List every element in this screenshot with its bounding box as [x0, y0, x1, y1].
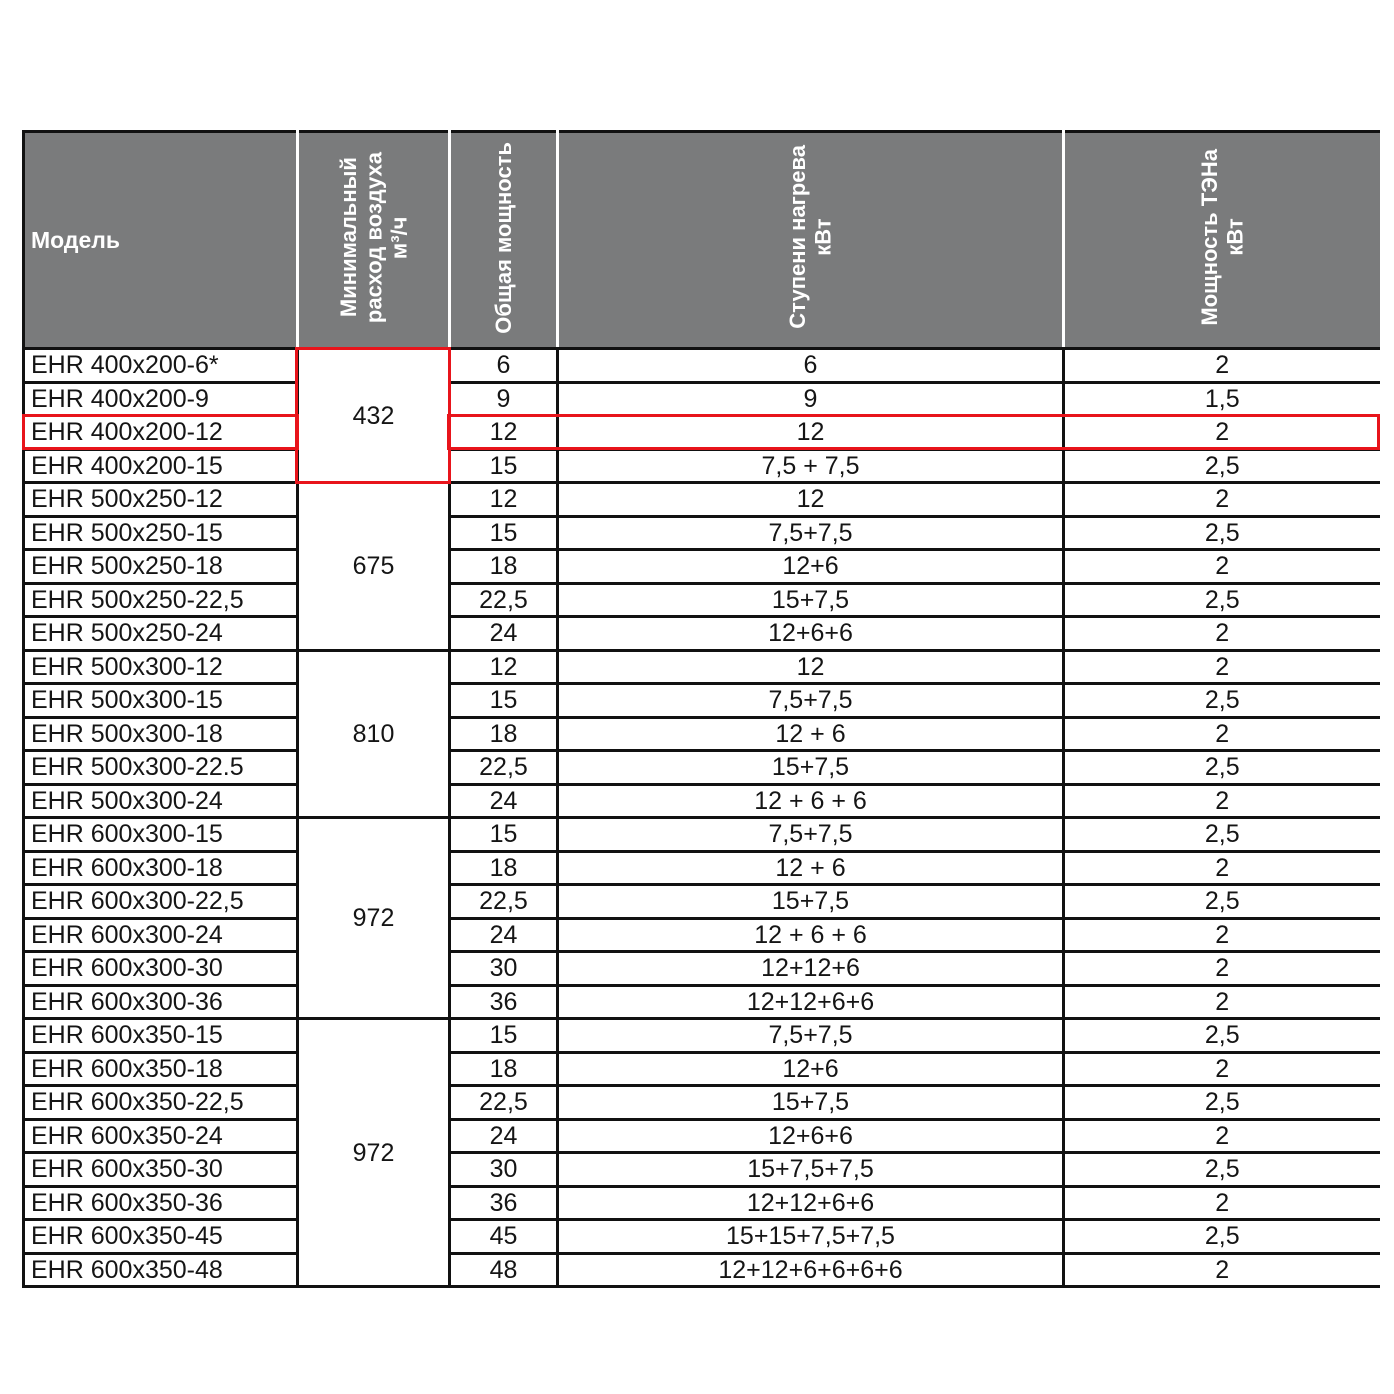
table-row — [24, 1253, 1380, 1287]
header-heating-stages-unit: кВт — [810, 218, 836, 257]
cell-model: EHR 600x300-15 — [24, 818, 298, 852]
cell-heater-power: 2 — [1064, 550, 1380, 584]
table-row — [24, 751, 1380, 785]
cell-heating-stages: 12 — [558, 416, 1064, 450]
cell-heater-power: 2,5 — [1064, 516, 1380, 550]
cell-heating-stages: 7,5+7,5 — [558, 818, 1064, 852]
cell-min-airflow: 972 — [298, 1019, 450, 1287]
cell-model: EHR 500x300-12 — [24, 650, 298, 684]
cell-model: EHR 600x300-36 — [24, 985, 298, 1019]
header-min-airflow — [298, 132, 450, 349]
cell-total-power: 24 — [450, 617, 558, 651]
cell-model: EHR 500x250-12 — [24, 483, 298, 517]
cell-heating-stages: 15+7,5+7,5 — [558, 1153, 1064, 1187]
cell-heater-power: 2 — [1064, 650, 1380, 684]
cell-heating-stages: 12+12+6+6+6+6 — [558, 1253, 1064, 1287]
cell-heating-stages: 7,5+7,5 — [558, 516, 1064, 550]
table-row — [24, 985, 1380, 1019]
header-model-label: Модель — [31, 226, 121, 253]
cell-min-airflow: 972 — [298, 818, 450, 1019]
table-row — [24, 1052, 1380, 1086]
cell-heater-power: 2,5 — [1064, 1086, 1380, 1120]
cell-heating-stages: 12+12+6+6 — [558, 1186, 1064, 1220]
cell-heating-stages: 12 + 6 — [558, 851, 1064, 885]
table-row — [24, 1019, 1380, 1053]
cell-total-power: 15 — [450, 516, 558, 550]
cell-total-power: 18 — [450, 1052, 558, 1086]
cell-heating-stages: 9 — [558, 382, 1064, 416]
cell-model: EHR 500x250-24 — [24, 617, 298, 651]
cell-heater-power: 2,5 — [1064, 684, 1380, 718]
cell-total-power: 36 — [450, 985, 558, 1019]
cell-model: EHR 600x350-48 — [24, 1253, 298, 1287]
header-heating-stages — [558, 132, 1064, 349]
cell-heater-power: 2,5 — [1064, 583, 1380, 617]
cell-heater-power: 2 — [1064, 1119, 1380, 1153]
table-row — [24, 1119, 1380, 1153]
table-row — [24, 885, 1380, 919]
cell-heater-power: 2,5 — [1064, 1019, 1380, 1053]
cell-heater-power: 2,5 — [1064, 1220, 1380, 1254]
cell-heating-stages: 15+7,5 — [558, 885, 1064, 919]
cell-heating-stages: 12 — [558, 650, 1064, 684]
cell-model: EHR 500x300-22.5 — [24, 751, 298, 785]
table-row — [24, 349, 1380, 383]
cell-heating-stages: 12 + 6 + 6 — [558, 784, 1064, 818]
table-row — [24, 416, 1380, 450]
header-heater-power-label: Мощность ТЭНа — [1196, 149, 1222, 326]
cell-total-power: 24 — [450, 784, 558, 818]
cell-total-power: 36 — [450, 1186, 558, 1220]
cell-model: EHR 500x250-18 — [24, 550, 298, 584]
cell-heating-stages: 12+6+6 — [558, 1119, 1064, 1153]
cell-total-power: 18 — [450, 550, 558, 584]
header-model — [24, 132, 298, 349]
table-row — [24, 1220, 1380, 1254]
cell-model: EHR 600x350-45 — [24, 1220, 298, 1254]
cell-heater-power: 2 — [1064, 717, 1380, 751]
cell-heater-power: 2 — [1064, 1052, 1380, 1086]
cell-heater-power: 2 — [1064, 617, 1380, 651]
cell-heater-power: 2 — [1064, 416, 1380, 450]
cell-total-power: 24 — [450, 918, 558, 952]
cell-min-airflow: 810 — [298, 650, 450, 818]
table-row — [24, 1186, 1380, 1220]
cell-total-power: 15 — [450, 818, 558, 852]
cell-total-power: 12 — [450, 650, 558, 684]
cell-model: EHR 600x350-22,5 — [24, 1086, 298, 1120]
cell-total-power: 22,5 — [450, 583, 558, 617]
cell-model: EHR 400x200-12 — [24, 416, 298, 450]
cell-model: EHR 600x300-24 — [24, 918, 298, 952]
cell-model: EHR 600x300-30 — [24, 952, 298, 986]
cell-heating-stages: 12+6+6 — [558, 617, 1064, 651]
cell-total-power: 24 — [450, 1119, 558, 1153]
cell-model: EHR 500x300-24 — [24, 784, 298, 818]
cell-total-power: 48 — [450, 1253, 558, 1287]
cell-heater-power: 2,5 — [1064, 1153, 1380, 1187]
cell-total-power: 22,5 — [450, 885, 558, 919]
cell-heating-stages: 15+7,5 — [558, 751, 1064, 785]
table-row — [24, 918, 1380, 952]
table-row — [24, 1086, 1380, 1120]
cell-heating-stages: 12+6 — [558, 550, 1064, 584]
cell-heating-stages: 7,5+7,5 — [558, 1019, 1064, 1053]
table-row — [24, 382, 1380, 416]
table-row — [24, 650, 1380, 684]
cell-heater-power: 2 — [1064, 851, 1380, 885]
header-heater-power-unit: кВт — [1222, 218, 1248, 257]
cell-total-power: 12 — [450, 483, 558, 517]
table-row — [24, 550, 1380, 584]
cell-total-power: 22,5 — [450, 751, 558, 785]
cell-heater-power: 2,5 — [1064, 751, 1380, 785]
cell-min-airflow: 432 — [298, 349, 450, 483]
cell-heating-stages: 12 — [558, 483, 1064, 517]
cell-heating-stages: 6 — [558, 349, 1064, 383]
cell-model: EHR 600x350-30 — [24, 1153, 298, 1187]
cell-heater-power: 1,5 — [1064, 382, 1380, 416]
cell-heating-stages: 12 + 6 + 6 — [558, 918, 1064, 952]
table-row — [24, 784, 1380, 818]
cell-heating-stages: 12+6 — [558, 1052, 1064, 1086]
cell-model: EHR 400x200-15 — [24, 449, 298, 483]
table-row — [24, 818, 1380, 852]
cell-total-power: 22,5 — [450, 1086, 558, 1120]
cell-model: EHR 400x200-6* — [24, 349, 298, 383]
table-body — [24, 349, 1380, 1287]
cell-heater-power: 2 — [1064, 784, 1380, 818]
header-min-airflow-unit: м³/ч — [386, 216, 412, 259]
header-min-airflow-line2: расход воздуха — [360, 151, 386, 323]
cell-model: EHR 500x300-18 — [24, 717, 298, 751]
cell-heating-stages: 12 + 6 — [558, 717, 1064, 751]
spec-table — [22, 130, 1380, 1288]
cell-model: EHR 500x250-22,5 — [24, 583, 298, 617]
cell-model: EHR 600x350-24 — [24, 1119, 298, 1153]
table-row — [24, 717, 1380, 751]
table-row — [24, 684, 1380, 718]
table-row — [24, 952, 1380, 986]
cell-heater-power: 2,5 — [1064, 449, 1380, 483]
cell-model: EHR 500x300-15 — [24, 684, 298, 718]
cell-heating-stages: 7,5 + 7,5 — [558, 449, 1064, 483]
header-total-power — [450, 132, 558, 349]
header-total-power-label: Общая мощность — [490, 141, 516, 334]
cell-total-power: 15 — [450, 1019, 558, 1053]
cell-heater-power: 2 — [1064, 483, 1380, 517]
cell-heater-power: 2 — [1064, 1186, 1380, 1220]
cell-heating-stages: 15+7,5 — [558, 1086, 1064, 1120]
header-row — [24, 132, 1380, 349]
cell-heating-stages: 12+12+6+6 — [558, 985, 1064, 1019]
cell-model: EHR 600x350-15 — [24, 1019, 298, 1053]
table-row — [24, 851, 1380, 885]
cell-total-power: 15 — [450, 449, 558, 483]
cell-total-power: 30 — [450, 952, 558, 986]
cell-heating-stages: 15+7,5 — [558, 583, 1064, 617]
cell-model: EHR 500x250-15 — [24, 516, 298, 550]
header-min-airflow-line1: Минимальный — [335, 157, 361, 318]
cell-total-power: 18 — [450, 717, 558, 751]
table-row — [24, 449, 1380, 483]
table-row — [24, 516, 1380, 550]
cell-heating-stages: 15+15+7,5+7,5 — [558, 1220, 1064, 1254]
cell-heater-power: 2 — [1064, 1253, 1380, 1287]
table-row — [24, 483, 1380, 517]
cell-heater-power: 2 — [1064, 952, 1380, 986]
cell-heater-power: 2,5 — [1064, 818, 1380, 852]
header-heating-stages-label: Ступени нагрева — [785, 145, 811, 330]
cell-model: EHR 600x350-18 — [24, 1052, 298, 1086]
table-row — [24, 617, 1380, 651]
cell-model: EHR 600x350-36 — [24, 1186, 298, 1220]
cell-heater-power: 2 — [1064, 985, 1380, 1019]
cell-model: EHR 600x300-22,5 — [24, 885, 298, 919]
cell-total-power: 15 — [450, 684, 558, 718]
cell-heater-power: 2,5 — [1064, 885, 1380, 919]
cell-min-airflow: 675 — [298, 483, 450, 651]
cell-heating-stages: 12+12+6 — [558, 952, 1064, 986]
cell-heater-power: 2 — [1064, 918, 1380, 952]
cell-total-power: 6 — [450, 349, 558, 383]
cell-total-power: 9 — [450, 382, 558, 416]
cell-model: EHR 400x200-9 — [24, 382, 298, 416]
table-row — [24, 583, 1380, 617]
cell-total-power: 30 — [450, 1153, 558, 1187]
cell-model: EHR 600x300-18 — [24, 851, 298, 885]
cell-heating-stages: 7,5+7,5 — [558, 684, 1064, 718]
cell-heater-power: 2 — [1064, 349, 1380, 383]
cell-total-power: 45 — [450, 1220, 558, 1254]
cell-total-power: 18 — [450, 851, 558, 885]
cell-total-power: 12 — [450, 416, 558, 450]
table-row — [24, 1153, 1380, 1187]
header-heater-power — [1064, 132, 1380, 349]
